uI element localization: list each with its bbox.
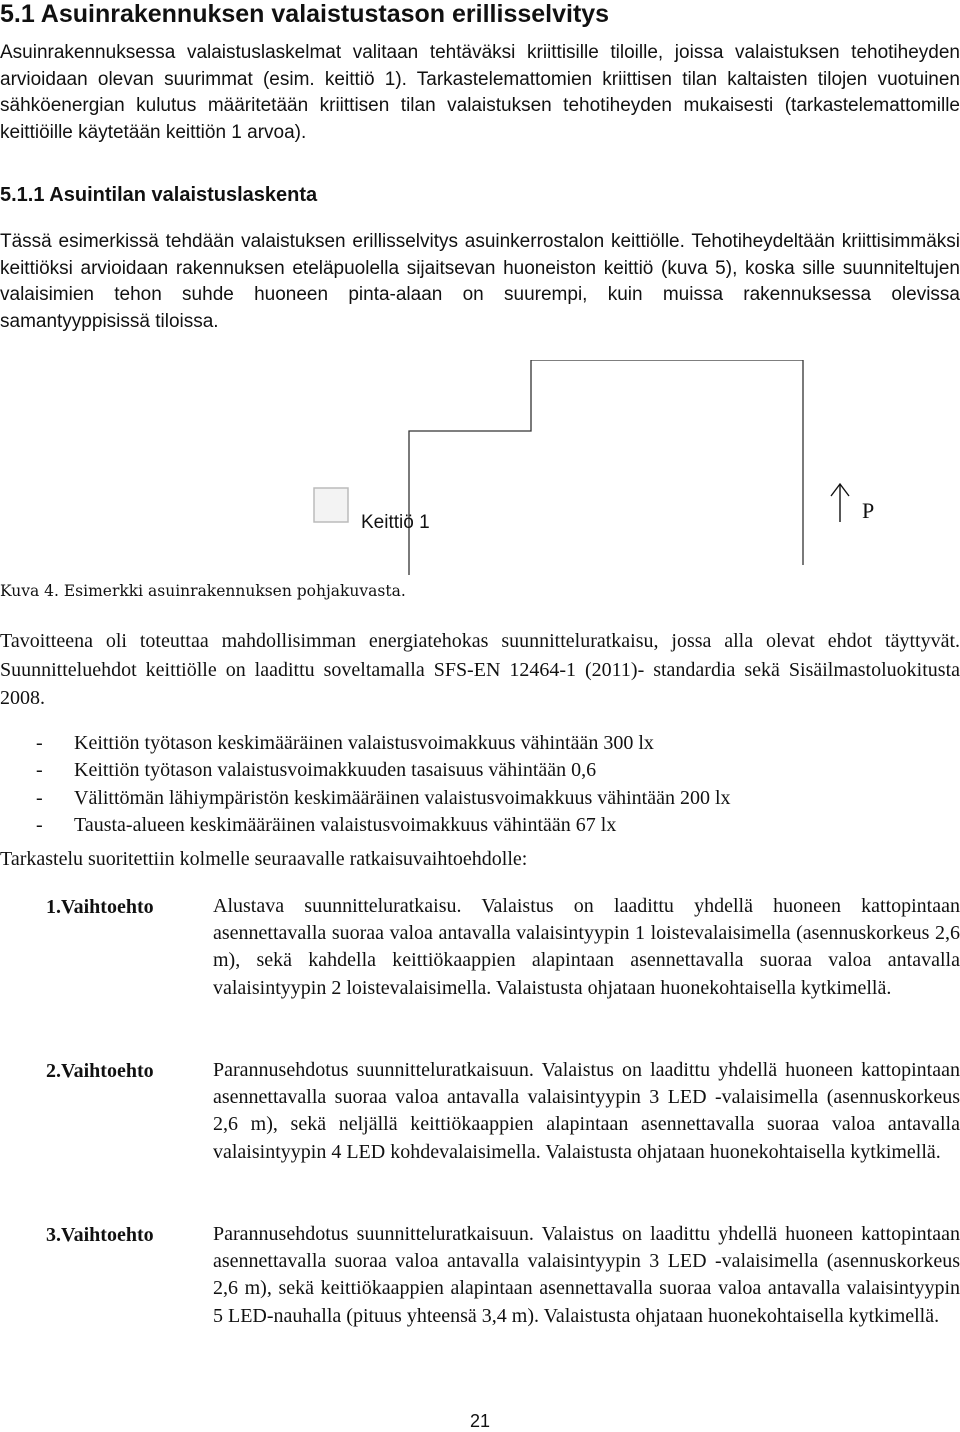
figure-caption: Kuva 4. Esimerkki asuinrakennuksen pohjakuvasta. [0, 582, 406, 600]
alternative-3-text: Parannusehdotus suunnitteluratkaisuun. Valaistus on laadittu yhdellä huoneen kattopintaan asennettavalla suoraa valoa antavalla valaisintyypin 3 LED -valaisimella (asennuskorkeus 2,6 m), sekä keittiökaappien alapintaan asennettavalla suoraa valoa antavalla valaisintyypin 5 LED-nauhalla (pituus yhteensä 3,4 m). Valaistusta ohjataan huonekohtaisella kytkimellä. [213, 1223, 960, 1327]
bullet-dash: - [36, 813, 43, 836]
list-item [0, 812, 960, 839]
list-item [0, 730, 960, 757]
example-paragraph: Tässä esimerkissä tehdään valaistuksen erillisselvitys asuinkerrostalon keittiölle. Tehotiheydeltään kriittisimmäksi keittiöksi arvioidaan rakennuksen eteläpuolella sijaitsevan huoneiston keittiö (kuva 5), koska sille suunniteltujen valaisimien tehon suhde huoneen pinta-alaan on suurempi, kuin muissa rakennuksessa olevissa samantyyppisissä tiloissa. [0, 231, 960, 332]
requirement-text: Keittiön työtason keskimääräinen valaistusvoimakkuus vähintään 300 lx [74, 732, 654, 754]
requirement-text: Välittömän lähiympäristön keskimääräinen valaistusvoimakkuus vähintään 200 lx [74, 786, 731, 809]
requirement-text: Keittiön työtason valaistusvoimakkuuden tasaisuus vähintään 0,6 [74, 759, 597, 782]
alternatives-intro: Tarkastelu suoritettiin kolmelle seuraavalle ratkaisuvaihtoehdolle: [0, 848, 528, 870]
goal-paragraph: Tavoitteena oli toteuttaa mahdollisimman energiatehokas suunnitteluratkaisu, jossa alla olevat ehdot täyttyvät. Suunnitteluehdot keittiölle on laadittu soveltamalla SFS-EN 12464-1 (2011)- standardia sekä Sisäilmastoluokitusta 2008. [0, 630, 960, 709]
north-arrow-icon [831, 484, 849, 522]
list-item [0, 757, 960, 784]
subsection-heading: 5.1.1 Asuintilan valaistuslaskenta [0, 184, 318, 206]
bullet-dash: - [36, 759, 43, 782]
alternative-3-label: 3.Vaihtoehto [46, 1224, 154, 1246]
building-outline [409, 360, 803, 575]
north-label: P [862, 498, 875, 523]
bullet-dash: - [36, 732, 43, 754]
kitchen-marker [314, 488, 348, 522]
alternative-1-text: Alustava suunnitteluratkaisu. Valaistus on laadittu yhdellä huoneen kattopintaan asennettavalla suoraa valoa antavalla valaisintyypin 1 loistevalaisimella (asennuskorkeus 2,6 m), sekä kahdella keittiökaappien alapintaan asennettavalla suoraa valoa antavalla valaisintyypin 2 loistevalaisimella. Valaistusta ohjataan huonekohtaisella kytkimellä. [213, 895, 960, 999]
alternative-2-label: 2.Vaihtoehto [46, 1060, 154, 1082]
list-item [0, 785, 960, 812]
alternative-1-label: 1.Vaihtoehto [46, 896, 154, 918]
page-number: 21 [469, 1411, 491, 1431]
floor-plan-figure [0, 360, 960, 575]
requirement-text: Tausta-alueen keskimääräinen valaistusvoimakkuus vähintään 67 lx [74, 813, 617, 836]
requirements-list [0, 730, 960, 839]
room-label: Keittiö 1 [361, 512, 430, 533]
intro-paragraph: Asuinrakennuksessa valaistuslaskelmat valitaan tehtäväksi kriittisille tiloille, joissa valaistuksen tehotiheyden arvioidaan olevan suurimmat (esim. keittiö 1). Tarkastelemattomien kriittisen tilan kaltaisten tilojen vuotuinen sähköenergian kulutus määritetään kriittisen tilan valaistuksen tehotiheyden mukaisesti (tarkastelemattomille keittiöille käytetään keittiön 1 arvoa). [0, 42, 960, 143]
section-heading: 5.1 Asuinrakennuksen valaistustason erillisselvitys [0, 0, 610, 28]
alternative-2-text: Parannusehdotus suunnitteluratkaisuun. Valaistus on laadittu yhdellä huoneen kattopintaan asennettavalla suoraa valoa antavalla valaisintyypin 3 LED -valaisimella (asennuskorkeus 2,6 m), sekä neljällä keittiökaappien alapintaan asennettavalla suoraa valoa antavalla valaisintyypin 4 LED kohdevalaisimella. Valaistusta ohjataan huonekohtaisella kytkimellä. [213, 1059, 960, 1163]
bullet-dash: - [36, 786, 43, 809]
